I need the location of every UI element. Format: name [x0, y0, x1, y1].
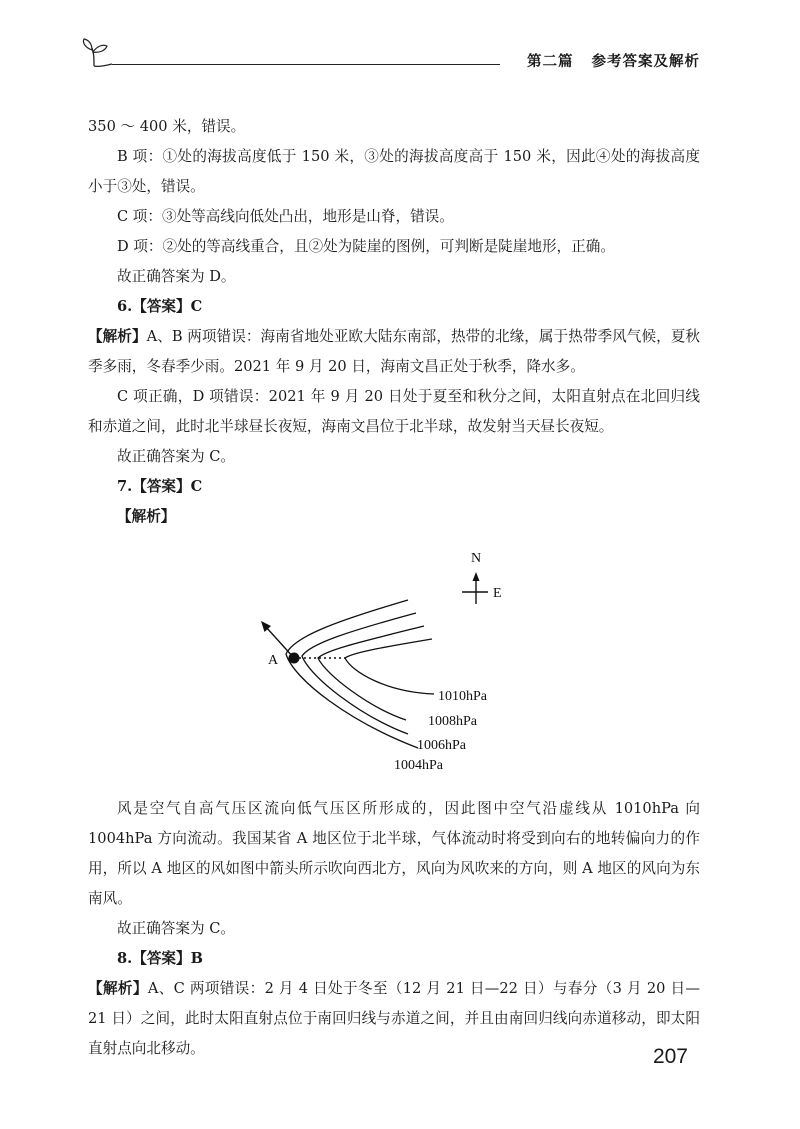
paragraph-text: A、C 两项错误：2 月 4 日处于冬至（12 月 21 日—22 日）与春分（3 月 20 日—21 日）之间，此时太阳直射点位于南回归线与赤道之间，并且由南回归线向赤道移动，即太阳直射点向北移动。 [88, 980, 700, 1057]
paragraph [88, 974, 700, 1064]
paragraph: 故正确答案为 C。 [117, 920, 235, 937]
header-part: 第二篇 [527, 54, 574, 70]
paragraph: B 项：①处的海拔高度低于 150 米，③处的海拔高度高于 150 米，因此④处的海拔高度小于③处，错误。 [88, 148, 700, 195]
paragraph: 故正确答案为 C。 [117, 448, 235, 465]
paragraph: D 项：②处的等高线重合，且②处为陡崖的图例，可判断是陡崖地形，正确。 [117, 238, 615, 255]
isobar-1010 [345, 639, 434, 694]
page-header [78, 36, 700, 76]
isobar-diagram [88, 532, 700, 794]
isobar-label: 1010hPa [438, 689, 487, 704]
paragraph: C 项正确，D 项错误：2021 年 9 月 20 日处于夏至和秋分之间，太阳直射点在北回归线和赤道之间，此时北半球昼长夜短，海南文昌位于北半球，故发射当天昼长夜短。 [88, 388, 700, 435]
paragraph [88, 322, 700, 382]
isobar-figure [88, 532, 700, 794]
paragraph: 故正确答案为 D。 [117, 268, 236, 285]
compass-north-label: N [471, 551, 482, 566]
point-a-marker [289, 653, 300, 664]
isobar-1008 [318, 626, 424, 720]
analysis-tag: 【解析】 [88, 328, 147, 345]
paragraph-text: A、B 两项错误：海南省地处亚欧大陆东南部，热带的北缘，属于热带季风气候，夏秋季多雨，冬春季少雨。2021 年 9 月 20 日，海南文昌正处于秋季，降水多。 [88, 328, 700, 375]
isobar-label: 1004hPa [394, 758, 443, 773]
sprout-icon [78, 36, 118, 72]
isobar-label: 1008hPa [428, 714, 477, 729]
isobar-1004 [286, 600, 418, 748]
page-body [88, 112, 700, 1064]
page-number: 207 [652, 1045, 688, 1068]
header-rule [112, 64, 500, 65]
header-title [527, 50, 700, 71]
answer-heading: 7.【答案】C [117, 478, 203, 495]
paragraph: 风是空气自高气压区流向低气压区所形成的，因此图中空气沿虚线从 1010hPa 向 1004hPa 方向流动。我国某省 A 地区位于北半球，气体流动时将受到向右的地转偏向力的作用，所以 A 地区的风如图中箭头所示吹向西北方，风向为风吹来的方向，则 A 地区的风向为东南风。 [88, 800, 700, 907]
answer-heading: 8.【答案】B [117, 950, 203, 967]
isobar-1006 [302, 613, 416, 734]
compass-east-label: E [493, 586, 502, 601]
analysis-tag: 【解析】 [88, 980, 148, 997]
compass-arrowhead-icon [473, 572, 480, 581]
paragraph: 350 ～ 400 米，错误。 [88, 118, 246, 135]
analysis-tag: 【解析】 [117, 508, 176, 525]
isobar-label: 1006hPa [417, 738, 466, 753]
answer-heading: 6.【答案】C [117, 298, 203, 315]
point-a-label: A [268, 653, 279, 668]
paragraph: C 项：③处等高线向低处凸出，地形是山脊，错误。 [117, 208, 454, 225]
header-section-title: 参考答案及解析 [591, 54, 700, 70]
